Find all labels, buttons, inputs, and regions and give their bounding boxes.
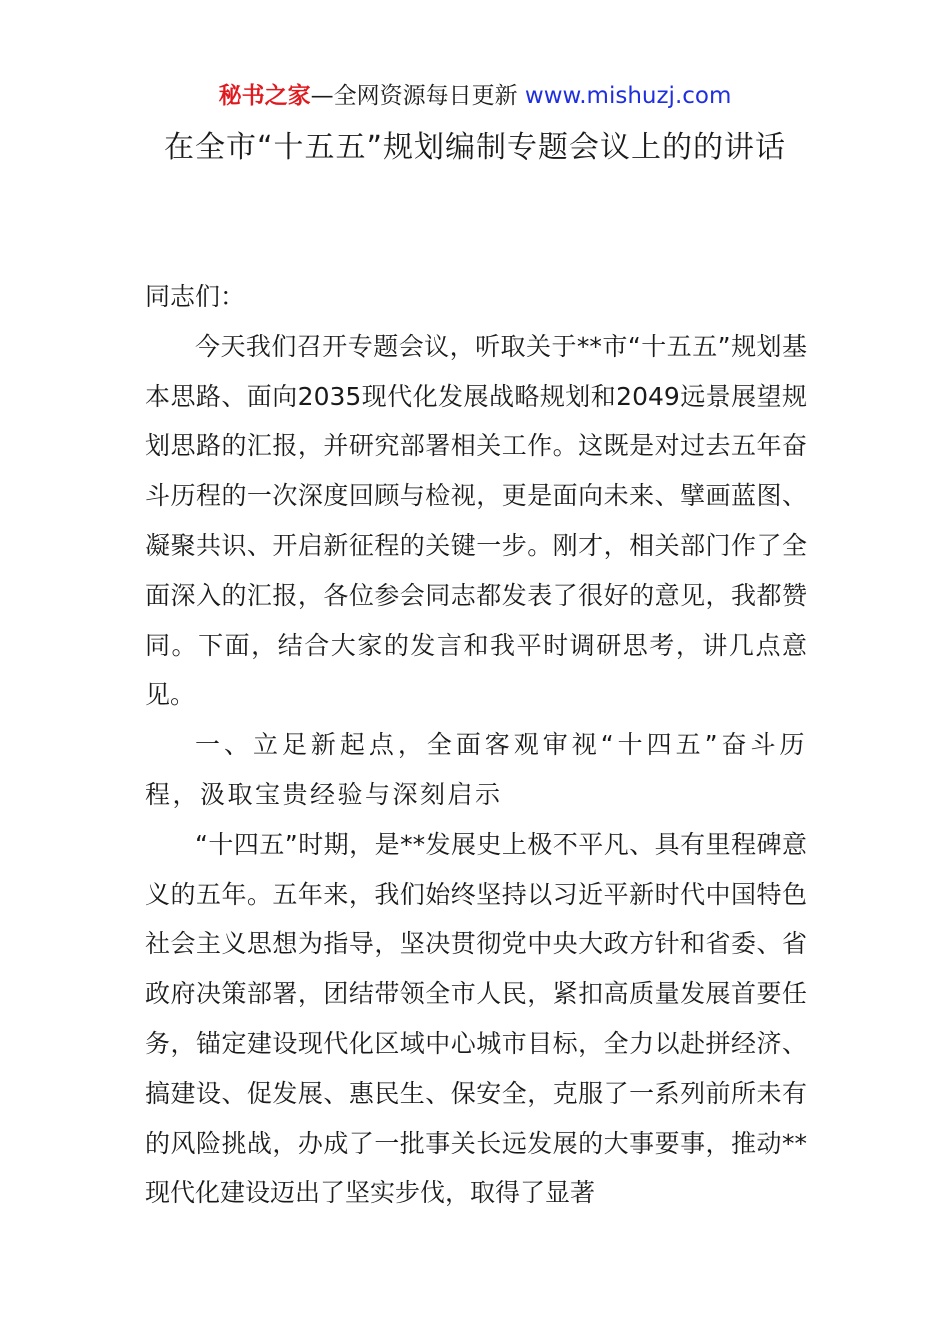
site-url-link[interactable]: www.mishuzj.com [524,83,732,109]
document-body [145,272,807,1218]
intro-paragraph: 今天我们召开专题会议，听取关于**市“十五五”规划基本思路、面向2035现代化发展战略规划和2049远景展望规划思路的汇报，并研究部署相关工作。这既是对过去五年奋斗历程的一次深度回顾与检视，更是面向未来、擘画蓝图、凝聚共识、开启新征程的关键一步。刚才，相关部门作了全面深入的汇报，各位参会同志都发表了很好的意见，我都赞同。下面，结合大家的发言和我平时调研思考，讲几点意见。 [145,331,807,710]
section-body-1: “十四五”时期，是**发展史上极不平凡、具有里程碑意义的五年。五年来，我们始终坚持以习近平新时代中国特色社会主义思想为指导，坚决贯彻党中央大政方针和省委、省政府决策部署，团结带领全市人民，紧扣高质量发展首要任务，锚定建设现代化区域中心城市目标，全力以赴拼经济、搞建设、促发展、惠民生、保安全，克服了一系列前所未有的风险挑战，办成了一批事关长远发展的大事要事，推动**现代化建设迈出了坚实步伐，取得了显著 [145,829,807,1208]
salutation: 同志们： [145,282,246,311]
site-header [0,80,950,112]
section-heading-1: 一、立足新起点，全面客观审视“十四五”奋斗历程，汲取宝贵经验与深刻启示 [145,730,807,809]
document-title: 在全市“十五五”规划编制专题会议上的的讲话 [163,130,787,165]
brand-name: 秘书之家 [218,83,311,109]
header-tagline: —全网资源每日更新 [310,83,518,109]
